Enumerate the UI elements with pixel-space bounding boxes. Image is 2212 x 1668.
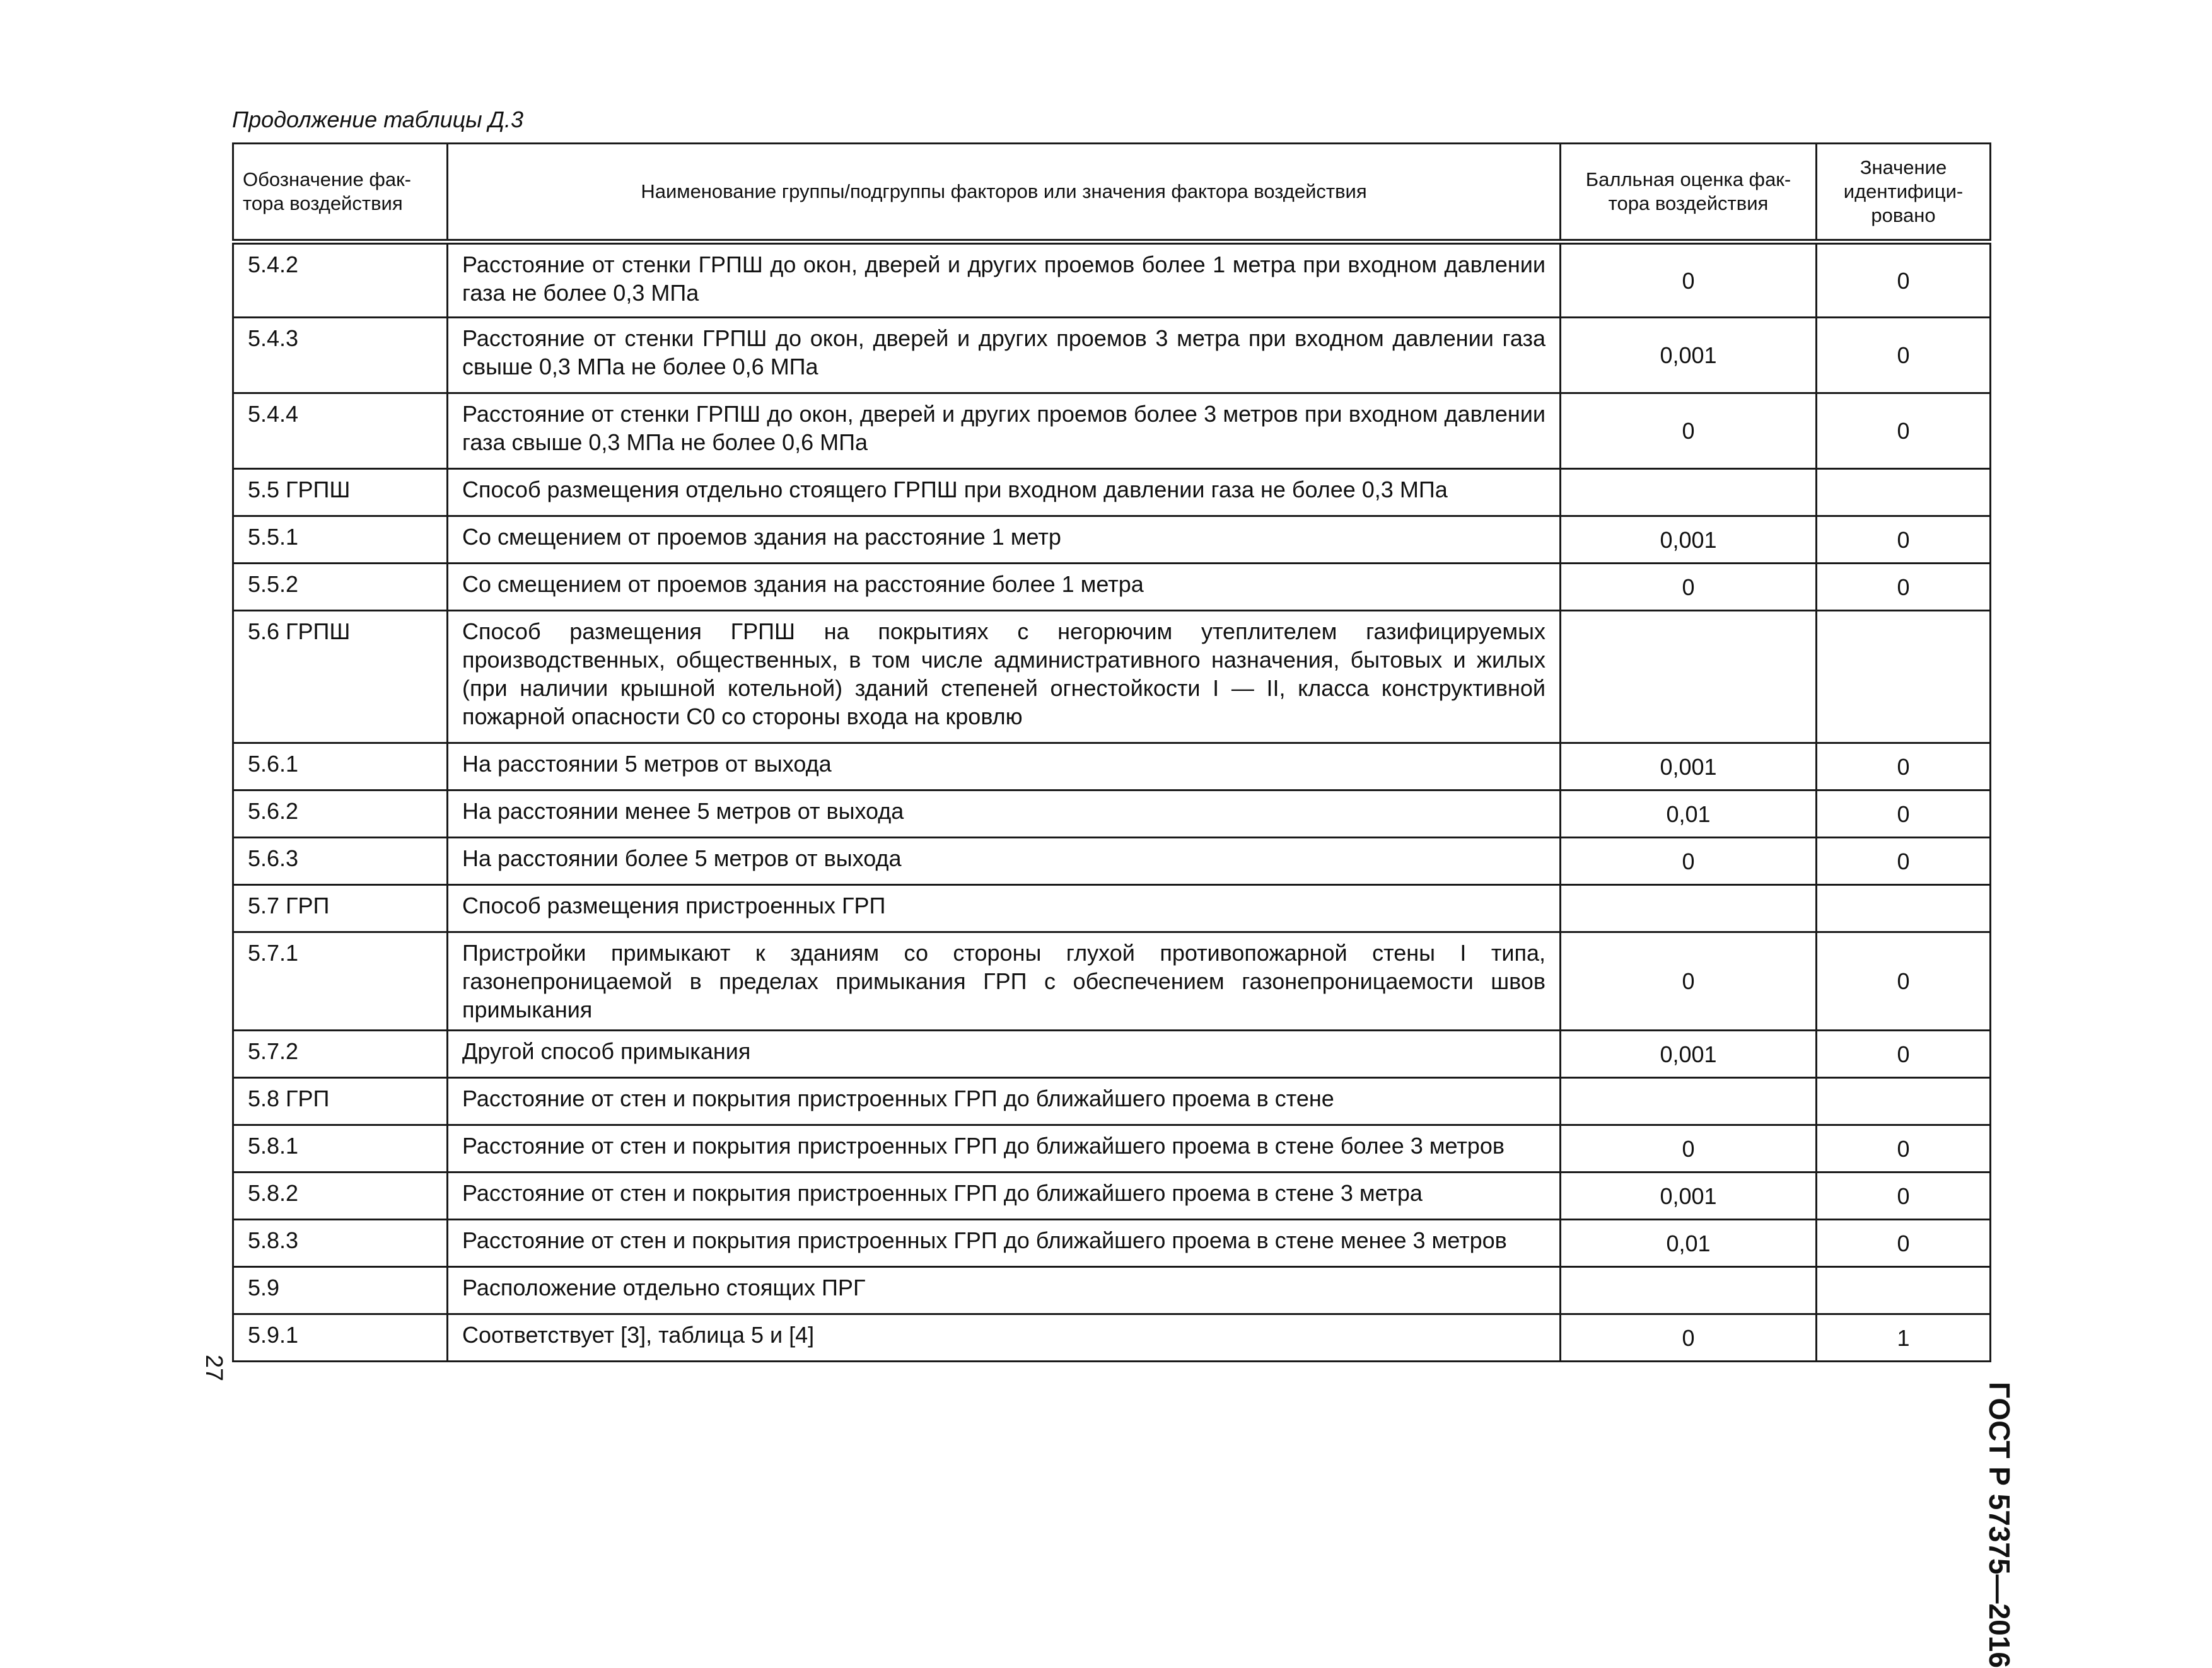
row-code: 5.5 ГРПШ [233, 469, 448, 516]
row-code: 5.4.4 [233, 393, 448, 469]
header-name: Наименование группы/подгруппы факторов или значения фактора воздействия [448, 144, 1561, 242]
row-identified [1817, 1078, 1991, 1125]
row-identified [1817, 469, 1991, 516]
row-score: 0,001 [1561, 1031, 1817, 1078]
table-row [233, 1314, 1991, 1362]
row-name: Расстояние от стенки ГРПШ до окон, дверей и других проемов более 1 метра при входном давлении газа не более 0,3 МПа [448, 242, 1561, 318]
row-name: Расстояние от стен и покрытия пристроенных ГРП до ближайшего проема в стене 3 метра [448, 1173, 1561, 1220]
row-score: 0 [1561, 1125, 1817, 1173]
header-code: Обозначение фак-тора воздействия [233, 144, 448, 242]
row-code: 5.8.2 [233, 1173, 448, 1220]
row-name: Расстояние от стен и покрытия пристроенных ГРП до ближайшего проема в стене [448, 1078, 1561, 1125]
row-score: 0,001 [1561, 318, 1817, 393]
row-code: 5.7 ГРП [233, 885, 448, 932]
row-score: 0 [1561, 838, 1817, 885]
row-score [1561, 1267, 1817, 1314]
table-header-row [233, 144, 1991, 242]
row-score [1561, 611, 1817, 743]
row-score [1561, 1078, 1817, 1125]
row-score: 0,001 [1561, 743, 1817, 791]
row-code: 5.4.2 [233, 242, 448, 318]
row-name: Пристройки примыкают к зданиям со стороны глухой противопожарной стены I типа, газонепроницаемой в пределах примыкания ГРП с обеспечением газонепроницаемости швов примыкания [448, 932, 1561, 1031]
row-identified: 0 [1817, 1125, 1991, 1173]
row-name: Соответствует [3], таблица 5 и [4] [448, 1314, 1561, 1362]
row-identified: 0 [1817, 1220, 1991, 1267]
factor-table [232, 142, 1991, 1362]
table-row [233, 469, 1991, 516]
table-row [233, 393, 1991, 469]
row-identified: 0 [1817, 1173, 1991, 1220]
row-identified [1817, 611, 1991, 743]
row-code: 5.4.3 [233, 318, 448, 393]
row-name: На расстоянии менее 5 метров от выхода [448, 791, 1561, 838]
document-standard-title: ГОСТ Р 57375—2016 [1983, 1382, 2016, 1668]
row-code: 5.9.1 [233, 1314, 448, 1362]
row-name: Со смещением от проемов здания на расстояние 1 метр [448, 516, 1561, 564]
header-identified: Значение идентифици-ровано [1817, 144, 1991, 242]
row-identified: 0 [1817, 791, 1991, 838]
row-identified: 0 [1817, 516, 1991, 564]
table-row [233, 1173, 1991, 1220]
row-code: 5.8 ГРП [233, 1078, 448, 1125]
row-identified: 1 [1817, 1314, 1991, 1362]
row-name: На расстоянии более 5 метров от выхода [448, 838, 1561, 885]
table-row [233, 885, 1991, 932]
row-score [1561, 469, 1817, 516]
table-row [233, 318, 1991, 393]
row-name: Расстояние от стенки ГРПШ до окон, дверей и других проемов 3 метра при входном давлении газа свыше 0,3 МПа не более 0,6 МПа [448, 318, 1561, 393]
row-score: 0,001 [1561, 516, 1817, 564]
row-score: 0,01 [1561, 791, 1817, 838]
table-row [233, 242, 1991, 318]
row-code: 5.6.2 [233, 791, 448, 838]
table-row [233, 1125, 1991, 1173]
table-row [233, 1267, 1991, 1314]
row-identified: 0 [1817, 743, 1991, 791]
row-name: Расстояние от стен и покрытия пристроенных ГРП до ближайшего проема в стене менее 3 метров [448, 1220, 1561, 1267]
row-score: 0 [1561, 393, 1817, 469]
row-identified [1817, 1267, 1991, 1314]
row-code: 5.6.3 [233, 838, 448, 885]
row-code: 5.7.1 [233, 932, 448, 1031]
row-name: На расстоянии 5 метров от выхода [448, 743, 1561, 791]
row-name: Способ размещения ГРПШ на покрытиях с негорючим утеплителем газифицируемых производственных, общественных, в том числе административного назначения, бытовых и жилых (при наличии крышной котельной) зданий степеней огнестойкости I — II, класса конструктивной пожарной опасности С0 со стороны входа на кровлю [448, 611, 1561, 743]
row-score: 0 [1561, 242, 1817, 318]
table-row [233, 1220, 1991, 1267]
row-code: 5.5.1 [233, 516, 448, 564]
row-score: 0 [1561, 1314, 1817, 1362]
row-identified [1817, 885, 1991, 932]
row-identified: 0 [1817, 838, 1991, 885]
header-score: Балльная оценка фак-тора воздействия [1561, 144, 1817, 242]
row-score: 0,001 [1561, 1173, 1817, 1220]
row-score: 0,01 [1561, 1220, 1817, 1267]
row-name: Способ размещения отдельно стоящего ГРПШ при входном давлении газа не более 0,3 МПа [448, 469, 1561, 516]
row-code: 5.9 [233, 1267, 448, 1314]
row-code: 5.8.1 [233, 1125, 448, 1173]
row-code: 5.6 ГРПШ [233, 611, 448, 743]
row-name: Расстояние от стен и покрытия пристроенных ГРП до ближайшего проема в стене более 3 метров [448, 1125, 1561, 1173]
row-identified: 0 [1817, 564, 1991, 611]
row-identified: 0 [1817, 242, 1991, 318]
row-name: Способ размещения пристроенных ГРП [448, 885, 1561, 932]
row-identified: 0 [1817, 318, 1991, 393]
page-number: 27 [201, 1354, 228, 1382]
table-row [233, 743, 1991, 791]
row-name: Со смещением от проемов здания на расстояние более 1 метра [448, 564, 1561, 611]
row-identified: 0 [1817, 932, 1991, 1031]
row-identified: 0 [1817, 1031, 1991, 1078]
table-row [233, 516, 1991, 564]
row-score [1561, 885, 1817, 932]
table-row [233, 611, 1991, 743]
row-score: 0 [1561, 564, 1817, 611]
row-name: Другой способ примыкания [448, 1031, 1561, 1078]
table-row [233, 791, 1991, 838]
row-identified: 0 [1817, 393, 1991, 469]
row-name: Расположение отдельно стоящих ПРГ [448, 1267, 1561, 1314]
table-row [233, 932, 1991, 1031]
table-row [233, 838, 1991, 885]
table-row [233, 564, 1991, 611]
row-name: Расстояние от стенки ГРПШ до окон, дверей и других проемов более 3 метров при входном давлении газа свыше 0,3 МПа не более 0,6 МПа [448, 393, 1561, 469]
table-row [233, 1078, 1991, 1125]
table-caption: Продолжение таблицы Д.3 [232, 107, 524, 132]
row-score: 0 [1561, 932, 1817, 1031]
table-row [233, 1031, 1991, 1078]
row-code: 5.6.1 [233, 743, 448, 791]
row-code: 5.8.3 [233, 1220, 448, 1267]
row-code: 5.5.2 [233, 564, 448, 611]
table-body [233, 242, 1991, 1362]
row-code: 5.7.2 [233, 1031, 448, 1078]
